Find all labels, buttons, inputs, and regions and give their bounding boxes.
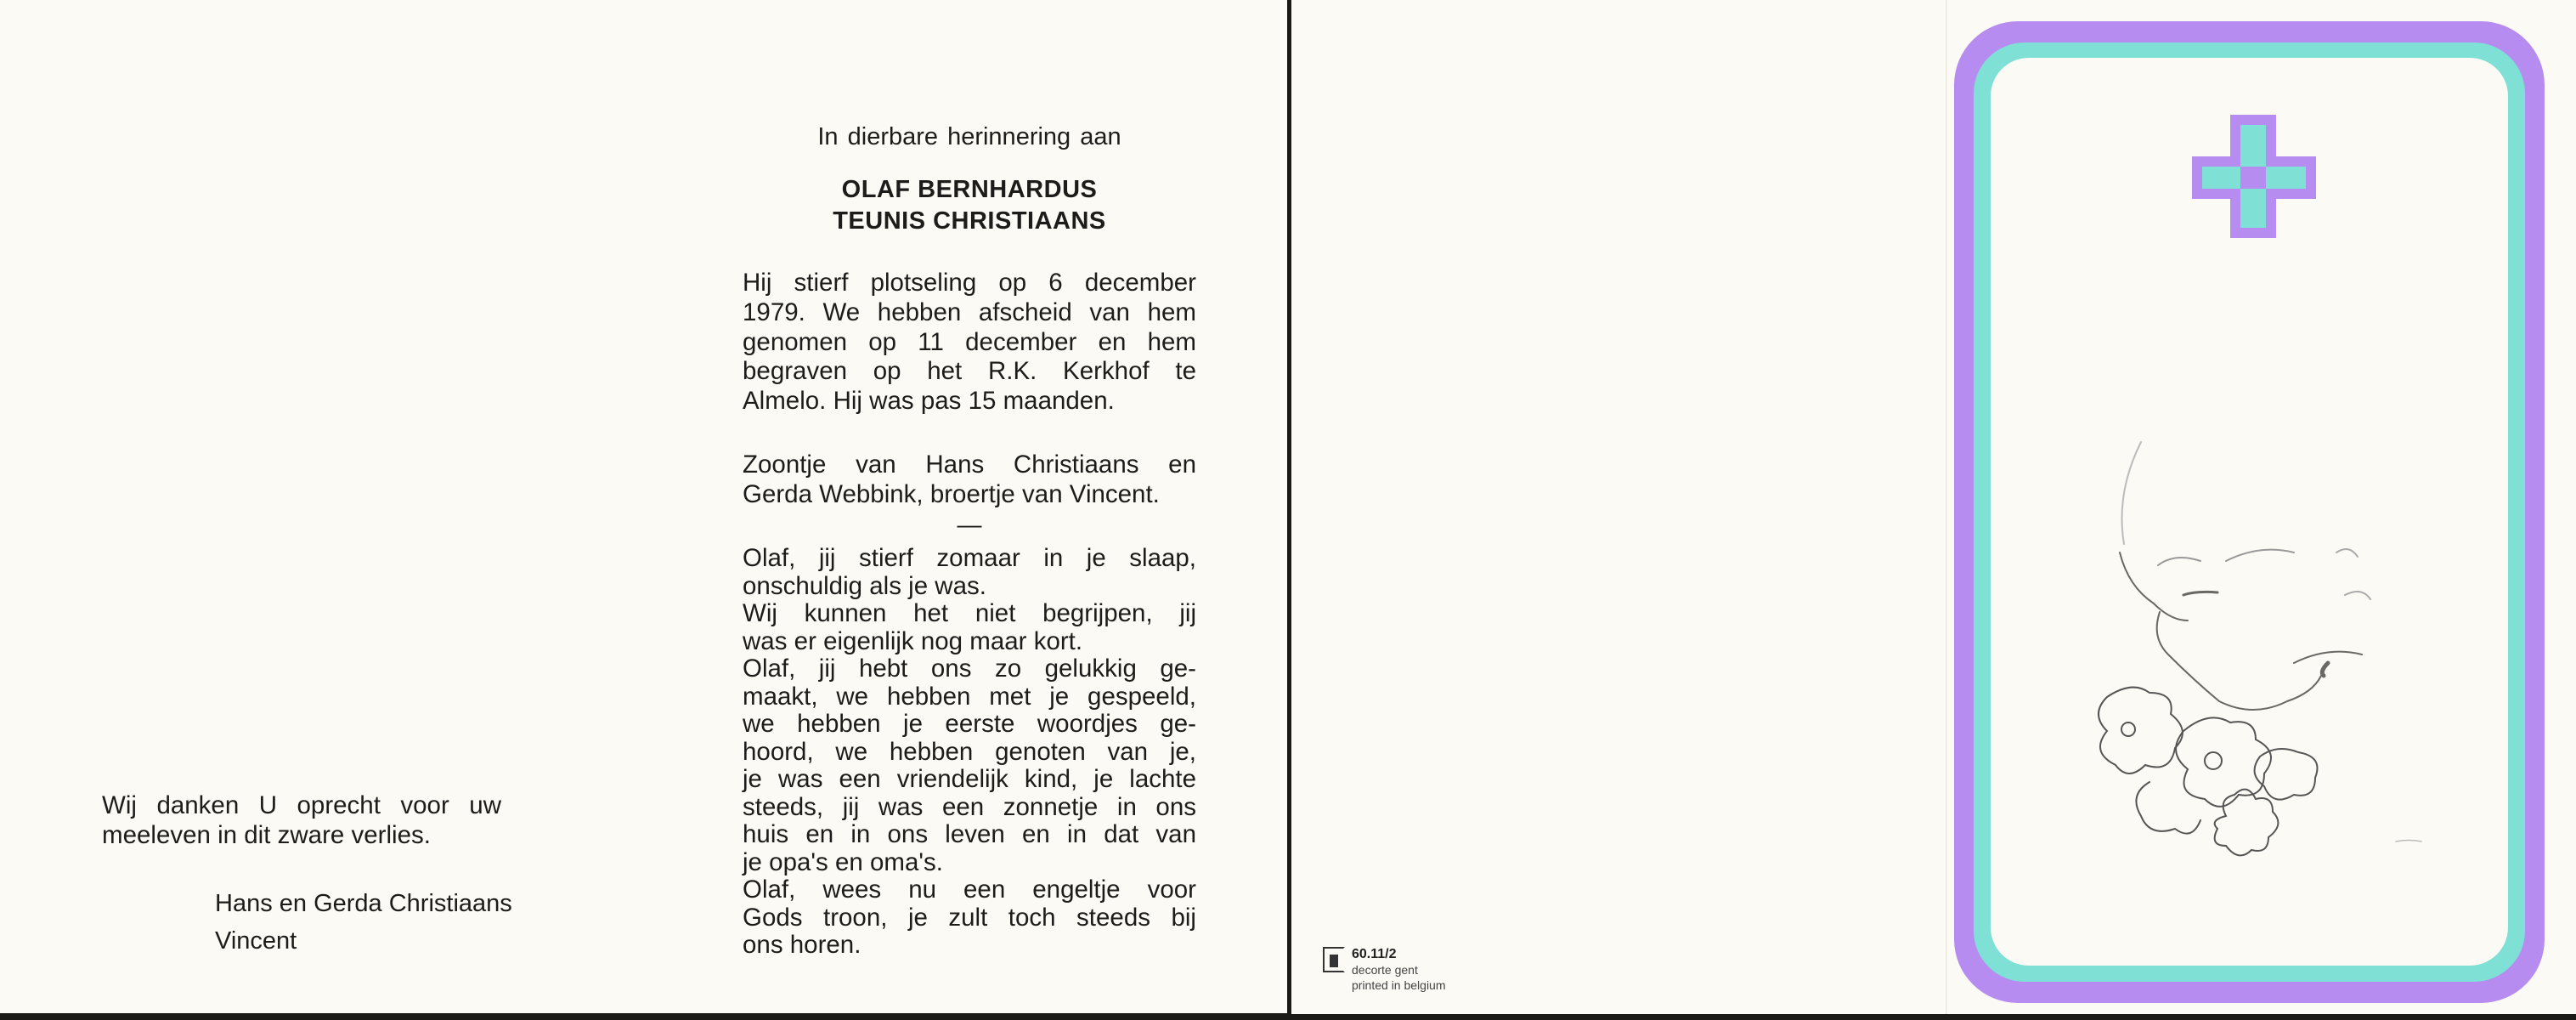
- obituary-line: genomen op 11 december en hem: [743, 327, 1196, 356]
- poem-line: ons horen.: [743, 931, 861, 959]
- poem-line: hoord, we hebben genoten van je,: [743, 737, 1196, 766]
- poem-line: Wij kunnen het niet begrijpen, jij: [743, 599, 1196, 627]
- card-outer-spread: [1291, 0, 2576, 1014]
- poem-line: Olaf, jij stierf zomaar in je slaap,: [743, 544, 1196, 572]
- poem-line: Olaf, wees nu een engeltje voor: [743, 876, 1196, 904]
- poem-stanza: [743, 876, 1196, 960]
- obituary-line: Hij stierf plotseling op 6 december: [743, 269, 1196, 297]
- memorial-heading: In dierbare herinnering aan: [817, 123, 1121, 150]
- printer-note: printed in belgium: [1352, 978, 1446, 992]
- signature-line-1: Hans en Gerda Christiaans: [215, 890, 512, 917]
- family-line: Zoontje van Hans Christiaans en: [743, 450, 1196, 479]
- printer-logo-icon: [1323, 947, 1345, 972]
- deceased-name-line-1: OLAF BERNHARDUS: [841, 176, 1098, 203]
- obituary-paragraph: [743, 269, 1196, 416]
- card-inside-spread: [0, 0, 1287, 1013]
- poem-line: huis en in ons leven en in dat van: [743, 820, 1196, 848]
- poem-line: Olaf, jij hebt ons zo gelukkig ge-: [743, 654, 1196, 683]
- deceased-name-line-2: TEUNIS CHRISTIAANS: [833, 207, 1106, 235]
- obituary-line: begraven op het R.K. Kerkhof te: [743, 357, 1196, 386]
- poem-line: je opa's en oma's.: [743, 847, 943, 876]
- poem-line: maakt, we hebben met je gespeeld,: [743, 682, 1196, 711]
- obituary-line: Almelo. Hij was pas 15 maanden.: [743, 387, 1115, 416]
- family-line: Gerda Webbink, broertje van Vincent.: [743, 479, 1160, 508]
- family-paragraph: [743, 450, 1196, 510]
- signature-line-2: Vincent: [215, 927, 297, 955]
- poem-line: we hebben je eerste woordjes ge-: [743, 710, 1196, 738]
- obituary-line: 1979. We hebben afscheid van hem: [743, 298, 1196, 326]
- printer-name: decorte gent: [1352, 963, 1418, 977]
- thanks-line: meeleven in dit zware verlies.: [102, 820, 431, 849]
- thanks-line: Wij danken U oprecht voor uw: [102, 791, 501, 819]
- poem-line: steeds, jij was een zonnetje in ons: [743, 792, 1196, 821]
- poem-line: was er eigenlijk nog maar kort.: [743, 626, 1083, 655]
- poem-stanza: [743, 600, 1196, 655]
- thanks-block: [102, 791, 501, 851]
- separator-dash: —: [957, 512, 982, 539]
- printer-mark: [1323, 947, 1446, 993]
- poem-line: Gods troon, je zult toch steeds bij: [743, 903, 1196, 932]
- poem: [743, 545, 1196, 960]
- poem-line: je was een vriendelijk kind, je lachte: [743, 765, 1196, 793]
- printer-code: 60.11/2: [1352, 947, 1397, 961]
- poem-stanza: [743, 545, 1196, 600]
- poem-stanza: [743, 655, 1196, 876]
- front-cover: [1937, 0, 2576, 1014]
- poem-line: onschuldig als je was.: [743, 571, 986, 600]
